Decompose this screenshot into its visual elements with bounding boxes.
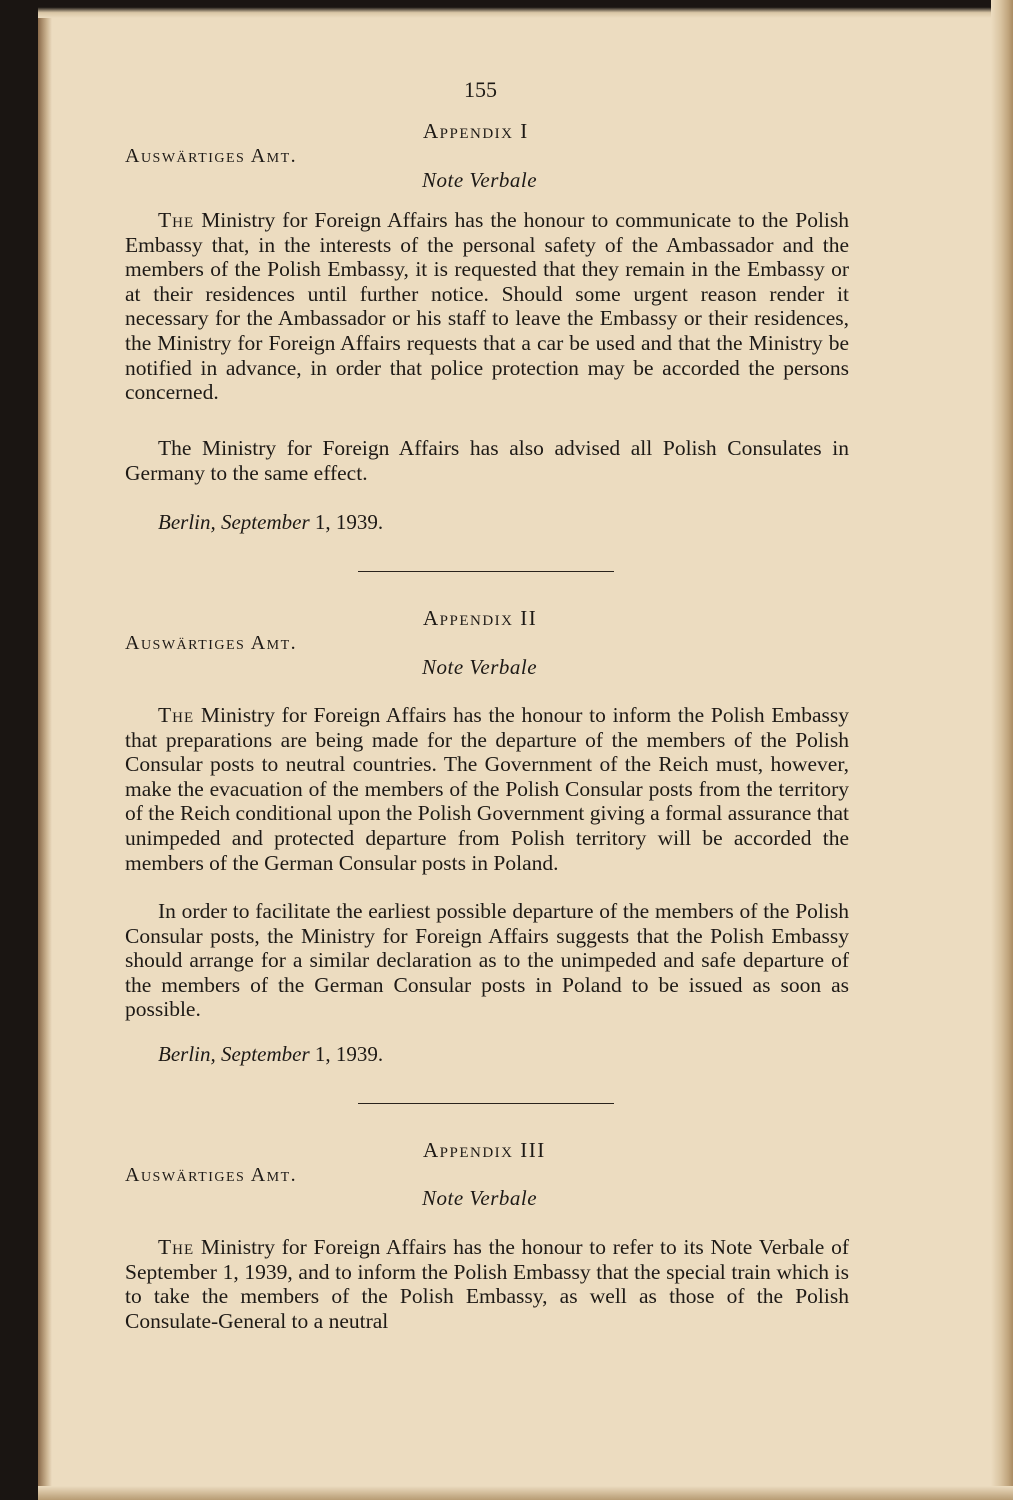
appendix-3-sender: Auswärtiges Amt. [125, 1164, 298, 1186]
appendix-3-paragraph-1 [125, 1235, 849, 1333]
page-bottom-edge [38, 1486, 1013, 1500]
date-year: 1, 1939. [314, 510, 384, 534]
paragraph-text: Ministry for Foreign Affairs has the honour to refer to its Note Verbale of September 1, 1939, and to inform the Polish Embassy that the special train which is to take the members of the Polish Embassy, as well as those of the Polish Consulate-General to a neutral [125, 1235, 849, 1333]
appendix-1-sender: Auswärtiges Amt. [125, 145, 298, 167]
page-top-edge [38, 0, 1013, 18]
appendix-2-paragraph-1 [125, 703, 849, 875]
appendix-1-title: Appendix I [423, 119, 529, 143]
appendix-2-paragraph-2 [125, 899, 849, 1022]
section-divider [358, 1103, 614, 1104]
lead-word: The [158, 1235, 195, 1259]
appendix-2-sender: Auswärtiges Amt. [125, 632, 298, 654]
spine-shadow [38, 0, 52, 1500]
page-number: 155 [464, 77, 497, 102]
appendix-1-paragraph-1 [125, 208, 849, 405]
lead-word: The [158, 703, 195, 727]
appendix-3-note-verbale: Note Verbale [422, 1186, 538, 1210]
appendix-2-note-verbale: Note Verbale [422, 655, 538, 679]
page-right-edge [991, 0, 1013, 1500]
date-place: Berlin, September [158, 510, 310, 534]
paragraph-text: The Ministry for Foreign Affairs has also advised all Polish Consulates in Germany to the same effect. [125, 436, 849, 485]
appendix-2-title: Appendix II [423, 606, 538, 630]
paragraph-text: In order to facilitate the earliest possible departure of the members of the Polish Consular posts, the Ministry for Foreign Affairs suggests that the Polish Embassy should arrange for a similar declaration as to the unimpeded and safe departure of the members of the German Consular posts in Poland to be issued as soon as possible. [125, 899, 849, 1022]
paragraph-text: Ministry for Foreign Affairs has the honour to communicate to the Polish Embassy that, in the interests of the personal safety of the Ambassador and the members of the Polish Embassy, it is requested that they remain in the Embassy or at their residences until further notice. Should some urgent reason render it necessary for the Ambassador or his staff to leave the Embassy or their residences, the Ministry for Foreign Affairs requests that a car be used and that the Ministry be notified in advance, in order that police protection may be accorded the persons concerned. [125, 208, 850, 405]
section-divider [358, 571, 614, 572]
paragraph-text: Ministry for Foreign Affairs has the honour to inform the Polish Embassy that preparations are being made for the departure of the members of the Polish Consular posts to neutral countries. The Government of the Reich must, however, make the evacuation of the members of the Polish Consular posts from the territory of the Reich conditional upon the Polish Government giving a formal assurance that unimpeded and protected departure from Polish territory will be accorded the members of the German Consular posts in Poland. [125, 703, 849, 875]
date-place: Berlin, September [158, 1042, 310, 1066]
appendix-3-title: Appendix III [423, 1138, 546, 1162]
appendix-1-date [158, 510, 383, 535]
lead-word: The [158, 208, 195, 232]
date-year: 1, 1939. [314, 1042, 384, 1066]
appendix-2-date [158, 1042, 383, 1067]
book-page [38, 0, 1013, 1500]
appendix-1-paragraph-2 [125, 436, 849, 485]
appendix-1-note-verbale: Note Verbale [422, 168, 538, 192]
